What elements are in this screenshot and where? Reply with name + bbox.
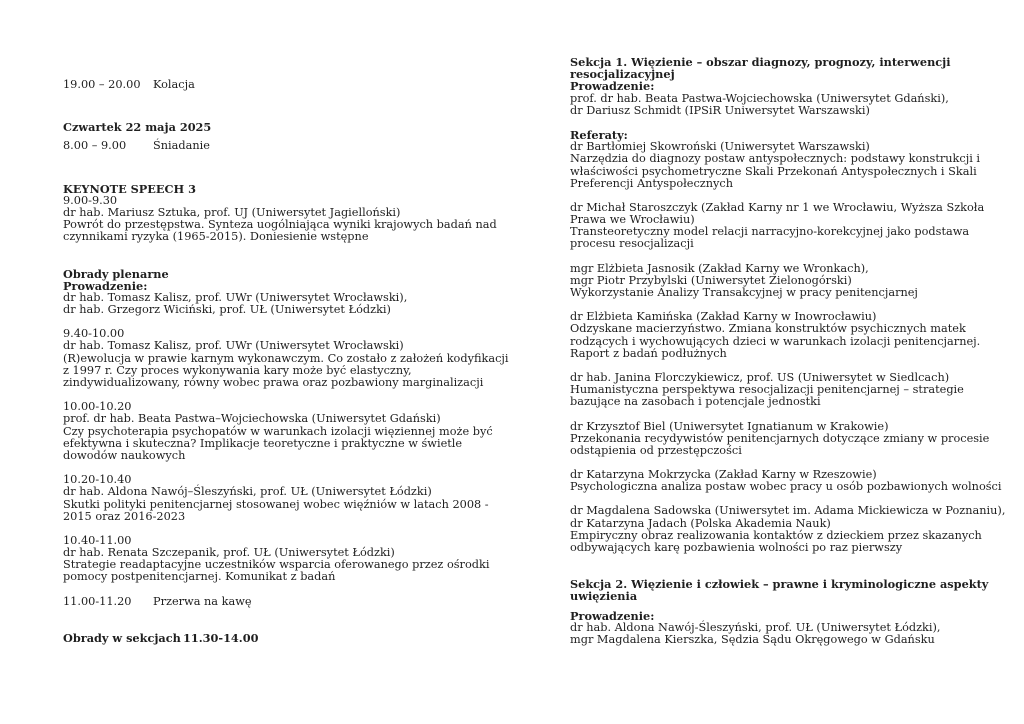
text-line: prof. dr hab. Beata Pastwa–Wojciechowska (Uniwersytet Gdański) bbox=[63, 412, 441, 426]
text-line: Skutki polityki penitencjarnej stosowanej wobec więźniów w latach 2008 - bbox=[63, 497, 489, 511]
text-line: odbywających karę pozbawienia wolności po raz pierwszy bbox=[570, 541, 903, 554]
schedule-time: 8.00 – 9.00 bbox=[63, 139, 127, 153]
text-line: dr hab. Mariusz Sztuka, prof. UJ (Uniwersytet Jagielloński) bbox=[63, 205, 401, 219]
text-line: procesu resocjalizacji bbox=[570, 237, 694, 251]
text-line: dowodów naukowych bbox=[63, 448, 186, 462]
text-line: Przekonania recydywistów penitencjarnych dotyczące zmiany w procesie bbox=[570, 431, 990, 445]
text-line: 2015 oraz 2016-2023 bbox=[63, 509, 186, 523]
text-line: mgr Piotr Przybylski (Uniwersytet Zielonogórski) bbox=[570, 273, 852, 287]
text-line: Preferencji Antyspołecznych bbox=[570, 176, 734, 190]
schedule-row bbox=[63, 632, 548, 644]
text-line: dr hab. Janina Florczykiewicz, prof. US (Uniwersytet w Siedlcach) bbox=[570, 370, 950, 384]
text-paragraph bbox=[570, 311, 1010, 360]
text-line: efektywna i skuteczna? Implikacje teoretyczne i praktyczne w świetle bbox=[63, 436, 463, 450]
text-paragraph bbox=[570, 421, 1010, 458]
text-line: Sekcja 1. Więzienie – obszar diagnozy, prognozy, interwencji bbox=[570, 55, 951, 69]
text-line: dr Elżbieta Kamińska (Zakład Karny w Inowrocławiu) bbox=[570, 310, 877, 324]
text-line: właściwości psychometryczne Skali Przekonań Antyspołecznych i Skali bbox=[570, 164, 977, 178]
heading-paragraph bbox=[63, 183, 548, 195]
text-line: dr Bartłomiej Skowroński (Uniwersytet Warszawski) bbox=[570, 140, 870, 154]
text-line: (R)ewolucja w prawie karnym wykonawczym. Co zostało z założeń kodyfikacji bbox=[63, 351, 509, 365]
text-line: Raport z badań podłużnych bbox=[570, 346, 727, 360]
text-paragraph bbox=[63, 328, 548, 389]
text-line: prof. dr hab. Beata Pastwa-Wojciechowska (Uniwersytet Gdański), bbox=[570, 91, 949, 105]
text-line: 10.00-10.20 bbox=[63, 400, 132, 414]
text-line: Prowadzenie: bbox=[63, 278, 148, 293]
text-line: mgr Magdalena Kierszka, Sędzia Sądu Okręgowego w Gdańsku bbox=[570, 632, 935, 646]
text-line: bazujące na zasobach i potencjale jednostki bbox=[570, 395, 821, 409]
text-line: dr Michał Staroszczyk (Zakład Karny nr 1 we Wrocławiu, Wyższa Szkoła bbox=[570, 200, 985, 214]
program-column-right bbox=[570, 56, 1010, 646]
text-paragraph bbox=[570, 93, 1010, 117]
schedule-label: Przerwa na kawę bbox=[153, 594, 252, 608]
text-line: Referaty: bbox=[570, 127, 628, 142]
text-line: Psychologiczna analiza postaw wobec pracy u osób pozbawionych wolności bbox=[570, 480, 1002, 494]
schedule-time: Obrady w sekcjach bbox=[63, 630, 181, 645]
schedule-label: Kolacja bbox=[153, 78, 195, 91]
text-line: dr hab. Aldona Nawój–Śleszyński, prof. UŁ (Uniwersytet Łódzki) bbox=[63, 485, 432, 499]
text-line: czynnikami ryzyka (1965-2015). Doniesienie wstępne bbox=[63, 230, 369, 244]
text-paragraph bbox=[570, 263, 1010, 300]
text-line: Sekcja 2. Więzienie i człowiek – prawne i kryminologiczne aspekty bbox=[570, 577, 989, 592]
text-line: Prowadzenie: bbox=[570, 608, 655, 623]
schedule-row bbox=[63, 596, 548, 608]
heading-paragraph bbox=[63, 121, 548, 133]
text-line: uwięzienia bbox=[570, 589, 638, 604]
text-line: Odzyskane macierzyństwo. Zmiana konstruktów psychicznych matek bbox=[570, 322, 966, 336]
text-line: KEYNOTE SPEECH 3 bbox=[63, 181, 196, 196]
text-line: dr Dariusz Schmidt (IPSiR Uniwersytet Warszawski) bbox=[570, 103, 870, 117]
text-line: mgr Elżbieta Jasnosik (Zakład Karny we Wronkach), bbox=[570, 261, 869, 275]
text-paragraph bbox=[570, 469, 1010, 493]
heading-paragraph bbox=[570, 578, 1010, 602]
text-line: dr hab. Tomasz Kalisz, prof. UWr (Uniwersytet Wrocławski) bbox=[63, 339, 404, 353]
text-line: Czy psychoterapia psychopatów w warunkach izolacji więziennej może być bbox=[63, 424, 493, 438]
text-paragraph bbox=[63, 292, 548, 316]
heading-paragraph bbox=[570, 610, 1010, 622]
text-line: 9.00-9.30 bbox=[63, 193, 118, 207]
text-line: 9.40-10.00 bbox=[63, 327, 125, 341]
schedule-label: Śniadanie bbox=[153, 139, 210, 153]
text-paragraph bbox=[63, 401, 548, 462]
text-line: Czwartek 22 maja 2025 bbox=[63, 120, 212, 135]
text-line: dr hab. Renata Szczepanik, prof. UŁ (Uniwersytet Łódzki) bbox=[63, 546, 395, 560]
text-paragraph bbox=[570, 622, 1010, 646]
heading-paragraph bbox=[63, 268, 548, 292]
text-line: dr hab. Aldona Nawój-Śleszyński, prof. UŁ (Uniwersytet Łódzki), bbox=[570, 620, 941, 634]
text-paragraph bbox=[63, 195, 548, 244]
schedule-row bbox=[63, 79, 548, 91]
text-line: zindywidualizowany, równy wobec prawa oraz pozbawiony marginalizacji bbox=[63, 376, 484, 389]
text-line: resocjalizacyjnej bbox=[570, 67, 675, 82]
text-line: Prowadzenie: bbox=[570, 79, 655, 94]
text-line: dr hab. Tomasz Kalisz, prof. UWr (Uniwersytet Wrocławski), bbox=[63, 290, 408, 304]
text-line: rodzących i wychowujących dzieci w warunkach izolacji penitencjarnej. bbox=[570, 334, 981, 348]
text-line: Empiryczny obraz realizowania kontaktów z dzieckiem przez skazanych bbox=[570, 528, 982, 542]
text-line: Strategie readaptacyjne uczestników wsparcia oferowanego przez ośrodki bbox=[63, 558, 490, 572]
text-line: Humanistyczna perspektywa resocjalizacji penitencjarnej – strategie bbox=[570, 383, 964, 397]
heading-paragraph bbox=[570, 56, 1010, 93]
schedule-time: 19.00 – 20.00 bbox=[63, 78, 141, 91]
text-line: dr Magdalena Sadowska (Uniwersytet im. Adama Mickiewicza w Poznaniu), bbox=[570, 504, 1006, 518]
text-line: Powrót do przestępstwa. Synteza uogólniająca wyniki krajowych badań nad bbox=[63, 218, 497, 232]
text-paragraph bbox=[570, 505, 1010, 554]
schedule-row bbox=[63, 140, 548, 152]
text-paragraph bbox=[570, 202, 1010, 251]
text-line: 10.40-11.00 bbox=[63, 533, 132, 547]
text-paragraph bbox=[570, 141, 1010, 190]
text-paragraph bbox=[63, 474, 548, 523]
text-line: 10.20-10.40 bbox=[63, 473, 132, 487]
text-line: dr Katarzyna Jadach (Polska Akademia Nauk) bbox=[570, 516, 831, 530]
text-paragraph bbox=[570, 372, 1010, 409]
schedule-label: 11.30-14.00 bbox=[183, 630, 259, 645]
program-column-left bbox=[63, 79, 548, 644]
text-line: Obrady plenarne bbox=[63, 266, 169, 281]
text-paragraph bbox=[63, 535, 548, 584]
text-line: Transteoretyczny model relacji narracyjno-korekcyjnej jako podstawa bbox=[570, 225, 970, 239]
text-line: Prawa we Wrocławiu) bbox=[570, 213, 695, 227]
text-line: Wykorzystanie Analizy Transakcyjnej w pracy penitencjarnej bbox=[570, 286, 918, 299]
text-line: Narzędzia do diagnozy postaw antyspołecznych: podstawy konstrukcji i bbox=[570, 152, 981, 166]
text-line: z 1997 r. Czy proces wykonywania kary może być elastyczny, bbox=[63, 363, 412, 377]
text-line: odstąpienia od przestępczości bbox=[570, 443, 742, 457]
text-line: dr Katarzyna Mokrzycka (Zakład Karny w Rzeszowie) bbox=[570, 468, 877, 482]
text-line: dr hab. Grzegorz Wiciński, prof. UŁ (Uniwersytet Łódzki) bbox=[63, 303, 391, 317]
text-line: dr Krzysztof Biel (Uniwersytet Ignatianum w Krakowie) bbox=[570, 419, 889, 433]
schedule-time: 11.00-11.20 bbox=[63, 594, 132, 608]
text-line: pomocy postpenitencjarnej. Komunikat z badań bbox=[63, 570, 336, 584]
